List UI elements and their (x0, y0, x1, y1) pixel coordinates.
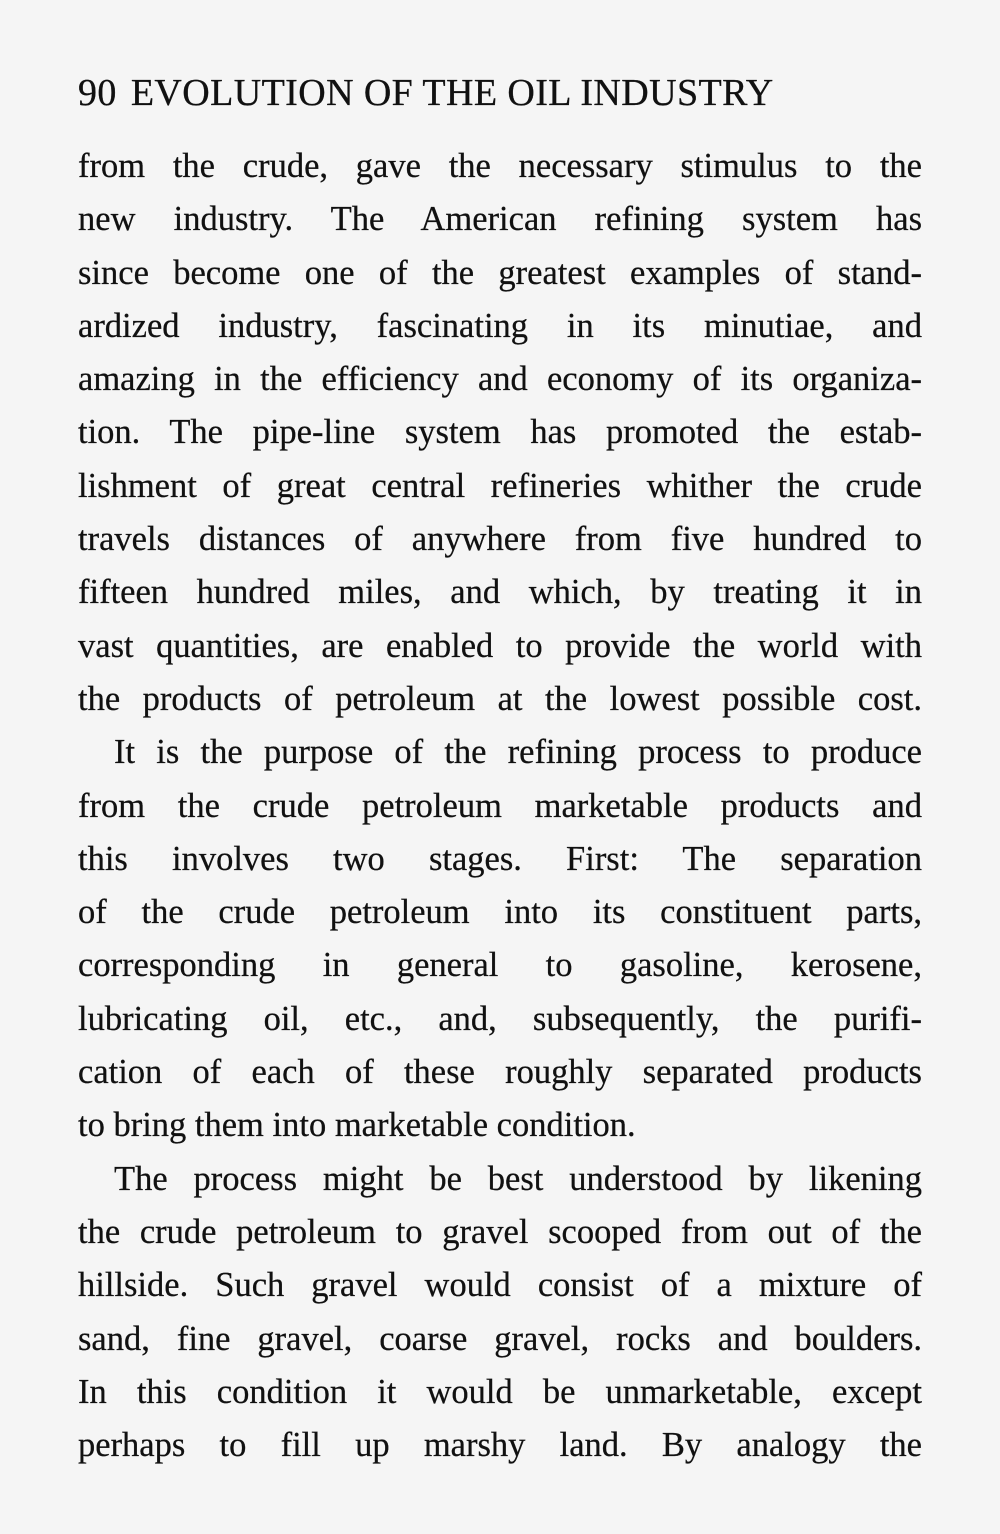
text-line: new industry. The American refining system has (78, 200, 922, 239)
book-page (78, 68, 922, 1472)
text-line: lishment of great central refineries whither the crude (78, 466, 922, 505)
text-line: The process might be best understood by likening (114, 1159, 922, 1198)
text-line: from the crude, gave the necessary stimulus to the (78, 147, 922, 185)
running-title: EVOLUTION OF THE OIL INDUSTRY (130, 72, 774, 114)
text-line: hillside. Such gravel would consist of a mixture of (78, 1266, 922, 1305)
text-line: tion. The pipe-line system has promoted the estab- (78, 413, 922, 452)
text-line: sand, fine gravel, coarse gravel, rocks and boulders. (78, 1319, 922, 1358)
text-line: vast quantities, are enabled to provide the world with (78, 626, 922, 665)
text-line: cation of each of these roughly separated products (78, 1053, 922, 1092)
text-line: from the crude petroleum marketable products and (78, 786, 922, 825)
text-line: ardized industry, fascinating in its minutiae, and (78, 306, 922, 345)
page-number: 90 (78, 72, 117, 114)
text-line: corresponding in general to gasoline, kerosene, (78, 946, 922, 985)
text-line: fifteen hundred miles, and which, by treating it in (78, 573, 922, 612)
text-line: amazing in the efficiency and economy of its organiza- (78, 360, 922, 399)
text-line: the crude petroleum to gravel scooped from out of the (78, 1212, 922, 1251)
running-head (78, 68, 922, 140)
text-line: In this condition it would be unmarketable, except (78, 1372, 922, 1411)
text-line: It is the purpose of the refining process to produce (114, 733, 922, 772)
text-line: of the crude petroleum into its constituent parts, (78, 893, 922, 932)
text-line: this involves two stages. First: The separation (78, 839, 922, 878)
text-line: the products of petroleum at the lowest possible cost. (78, 679, 922, 718)
text-line: travels distances of anywhere from five hundred to (78, 520, 922, 559)
text-line: lubricating oil, etc., and, subsequently, the purifi- (78, 999, 922, 1038)
text-line: since become one of the greatest examples of stand- (78, 253, 922, 292)
paragraph-2 (78, 726, 922, 1152)
text-line: perhaps to fill up marshy land. By analogy the (78, 1426, 922, 1465)
paragraph-1 (78, 140, 922, 726)
paragraph-3 (78, 1153, 922, 1473)
text-line: to bring them into marketable condition. (78, 1106, 636, 1145)
